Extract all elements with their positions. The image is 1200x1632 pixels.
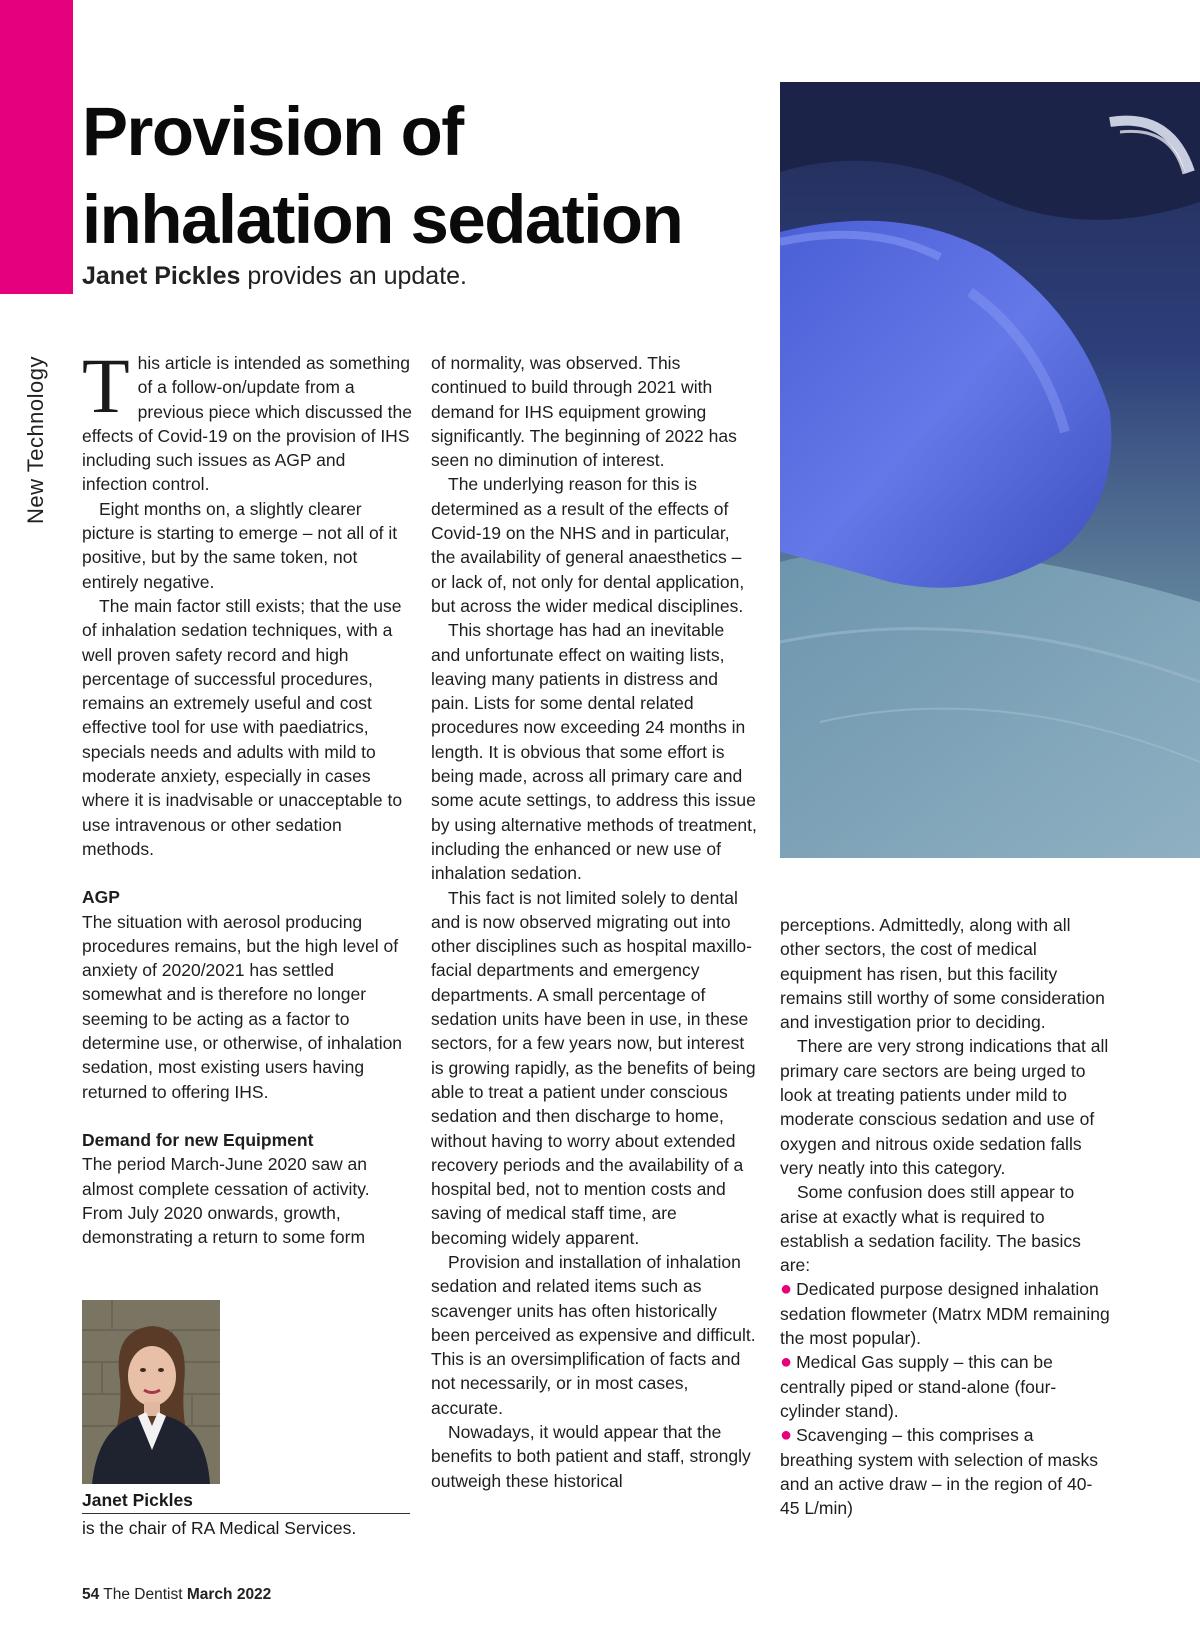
section-label xyxy=(0,340,73,540)
article-column-1 xyxy=(82,342,412,1249)
issue-date: March 2022 xyxy=(186,1586,272,1603)
author-bio: is the chair of RA Medical Services. xyxy=(82,1518,357,1538)
subheading-demand: Demand for new Equipment xyxy=(82,1129,314,1150)
standfirst-text: provides an update. xyxy=(240,262,467,290)
author-name: Janet Pickles xyxy=(82,1489,410,1514)
paragraph: The underlying reason for this is determined as a result of the effects of Covid-19 on the NHS and in particular, the availability of general anaesthetics – or lack of, not only for dental application, but across the wider medical disciplines. xyxy=(431,474,745,616)
article-column-3 xyxy=(780,913,1110,1520)
paragraph: Eight months on, a slightly clearer picture is starting to emerge – not all of it positive, but by the same token, not entirely negative. xyxy=(82,498,398,592)
paragraph: This shortage has had an inevitable and unfortunate effect on waiting lists, leaving many patients in distress and pain. Lists for some dental related procedures now exceeding 24 months in length. It is obvious that some effort is being made, across all primary care and some acute settings, to address this issue by using alternative methods of treatment, including the enhanced or new use of inhalation sedation. xyxy=(431,620,757,884)
paragraph: The period March-June 2020 saw an almost complete cessation of activity. From July 2020 onwards, growth, demonstrating a return to some form xyxy=(82,1154,370,1248)
list-item-text: Medical Gas supply – this can be centrally piped or stand-alone (four-cylinder stand). xyxy=(780,1352,1057,1421)
list-item-text: Scavenging – this comprises a breathing system with selection of masks and an active draw – in the region of 40-45 L/min) xyxy=(780,1425,1099,1519)
section-color-bar xyxy=(0,0,73,294)
standfirst-author: Janet Pickles xyxy=(82,262,241,290)
paragraph: perceptions. Admittedly, along with all other sectors, the cost of medical equipment has risen, but this facility remains still worthy of some consideration and investigation prior to deciding. xyxy=(780,915,1105,1033)
paragraph: of normality, was observed. This continued to build through 2021 with demand for IHS equipment growing significantly. The beginning of 2022 has seen no diminution of interest. xyxy=(431,353,737,471)
section-label-text: New Technology xyxy=(23,355,48,525)
paragraph: There are very strong indications that all primary care sectors are being urged to look at treating patients under mild to moderate conscious sedation and use of oxygen and nitrous oxide sedation falls very neatly into this category. xyxy=(780,1036,1109,1178)
subheading-agp: AGP xyxy=(82,887,120,908)
list-item xyxy=(780,1277,1110,1350)
list-item xyxy=(780,1423,1110,1520)
drop-cap: T xyxy=(82,342,130,429)
article-standfirst xyxy=(82,262,467,291)
paragraph: Some confusion does still appear to arise at exactly what is required to establish a sedation facility. The basics are: xyxy=(780,1182,1081,1276)
paragraph: Nowadays, it would appear that the benefits to both patient and staff, strongly outweigh these historical xyxy=(431,1422,751,1491)
author-portrait xyxy=(82,1300,220,1484)
bullet-dot-icon: ● xyxy=(780,1424,793,1447)
paragraph: The main factor still exists; that the use of inhalation sedation techniques, with a well proven safety record and high percentage of successful procedures, remains an extremely useful and cost effective tool for use with paediatrics, specials needs and adults with mild to moderate anxiety, especially in cases where it is inadvisable or unacceptable to use intravenous or other sedation methods. xyxy=(82,595,403,859)
article-title xyxy=(82,88,742,264)
bullet-dot-icon: ● xyxy=(780,1351,793,1374)
paragraph-text: his article is intended as something of a follow-on/update from a previous piece which discussed the effects of Covid-19 on the provision of IHS including such issues as AGP and infection control. xyxy=(82,353,412,495)
paragraph: This fact is not limited solely to dental and is now observed migrating out into other disciplines such as hospital maxillo-facial departments and emergency departments. A small percentage of sedation units have been in use, in these sectors, for a few years now, but interest is growing rapidly, as the benefits of being able to treat a patient under conscious sedation and then discharge to home, without having to worry about extended recovery periods and the availability of a hospital bed, not to mention costs and saving of medical staff time, are becoming widely apparent. xyxy=(431,887,756,1248)
article-column-2 xyxy=(431,351,757,1493)
page-number: 54 xyxy=(82,1586,100,1603)
paragraph: The situation with aerosol producing procedures remains, but the high level of anxiety of 2020/2021 has settled somewhat and is therefore no longer seeming to be acting as a factor to determine use, or otherwise, of inhalation sedation, most existing users having returned to offering IHS. xyxy=(82,911,403,1102)
paragraph: Provision and installation of inhalation sedation and related items such as scavenger units has often historically been perceived as expensive and difficult. This is an oversimplification of facts and not necessarily, or in most cases, accurate. xyxy=(431,1251,756,1418)
list-item-text: Dedicated purpose designed inhalation sedation flowmeter (Matrx MDM remaining the most popular). xyxy=(780,1279,1110,1349)
page-footer xyxy=(82,1586,271,1604)
title-line-2: inhalation sedation xyxy=(82,181,683,258)
gloved-hand-photo xyxy=(780,82,1200,858)
title-line-1: Provision of xyxy=(82,93,463,170)
paragraph xyxy=(82,342,412,497)
bullet-dot-icon: ● xyxy=(780,1278,793,1301)
list-item xyxy=(780,1350,1110,1423)
magazine-name: The Dentist xyxy=(103,1586,183,1603)
